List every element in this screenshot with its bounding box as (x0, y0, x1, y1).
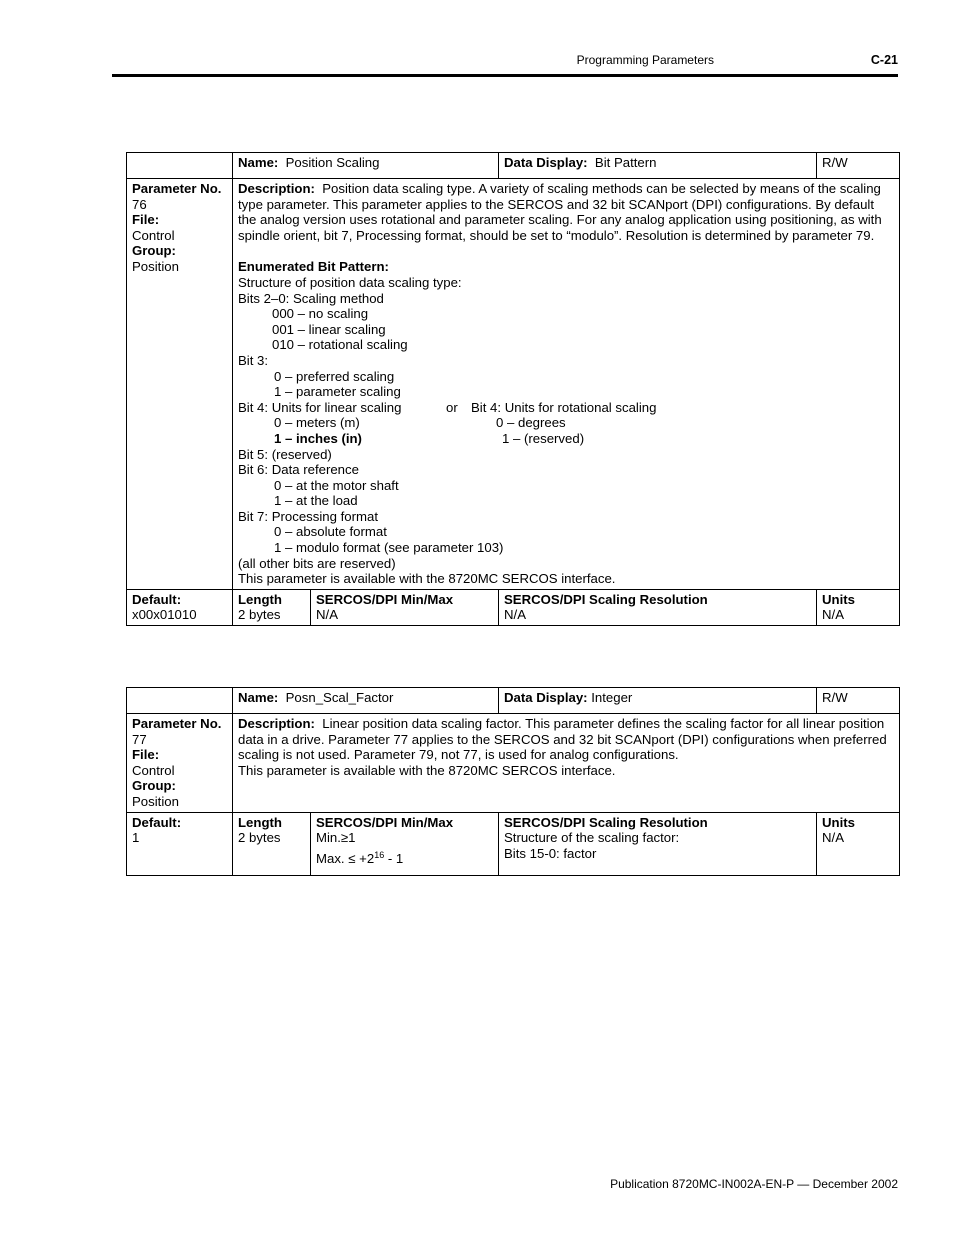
default-cell: Default: 1 (127, 812, 233, 875)
header-rule (112, 74, 898, 77)
param-name: Posn_Scal_Factor (285, 690, 394, 705)
parameter-table-77 (126, 687, 900, 876)
units-cell: Units N/A (817, 589, 900, 625)
availability-note: This parameter is available with the 8720MC SERCOS interface. (238, 571, 616, 587)
minmax-cell: SERCOS/DPI Min/Max N/A (311, 589, 499, 625)
data-display: Integer (591, 690, 633, 705)
default-value: 1 (132, 830, 140, 846)
description-text: Linear position data scaling factor. This parameter defines the scaling factor for all linear position data in a drive. Parameter 77 applies to the SERCOS and 32 bit SCANport (DPI) configurations when preferred scaling is not used. Parameter 79, not 77, is used for analog configurations. (238, 716, 887, 763)
minmax-cell: SERCOS/DPI Min/Max Min.≥1 Max. ≤ $+2^{16} - 1$ (311, 812, 499, 875)
access-cell: R/W (817, 688, 900, 714)
publication-footer: Publication 8720MC-IN002A-EN-P — December 2002 (610, 1177, 898, 1191)
resolution-cell: SERCOS/DPI Scaling Resolution N/A (499, 589, 817, 625)
empty-cell (127, 688, 233, 714)
access-cell: R/W (817, 153, 900, 179)
param-number: 77 (132, 731, 147, 747)
description-cell: Description: Position data scaling type. A variety of scaling methods can be selected by means of the scaling type parameter. This parameter applies to the SERCOS and 32 bit SCANport (DPI) configurations. By default the analog version uses rotational and parameter scaling. For any analog application using positioning, as with spindle orient, bit 7, Processing format, should be set to “modulo”. Resolution is determined by parameter 79. Enumerated Bit Pattern: Structure of position data scaling type: Bits 2–0: Scaling method 000 – no scaling 001 – linear scaling 010 – rotational scaling Bit 3: 0 – preferred scaling 1 – parameter scaling Bit 4: Units for linear scaling or Bit 4: Units for rotational scaling 0 – meters (m) 0 – degrees 1 – inches (in) 1 – (reserved) Bit 5: (reserved) Bit 6: Data reference 0 – at the motor shaft 1 – at the load Bit 7: Processing format 0 – absolute format 1 – modulo format (see parameter 103) (all other bits are reserved) This parameter is available with the 8720MC SERCOS interface. (233, 179, 900, 590)
description-cell: Description: Linear position data scaling factor. This parameter defines the scaling factor for all linear position data in a drive. Parameter 77 applies to the SERCOS and 32 bit SCANport (DPI) configurations when preferred scaling is not used. Parameter 79, not 77, is used for analog configurations. This parameter is available with the 8720MC SERCOS interface. (233, 714, 900, 813)
param-name-cell: Name: Position Scaling (233, 153, 499, 179)
param-group: Position (132, 793, 179, 809)
running-header-section: Programming Parameters (576, 53, 714, 67)
availability-note: This parameter is available with the 8720MC SERCOS interface. (238, 762, 616, 778)
param-info-cell: Parameter No. 76 File: Control Group: Position (127, 179, 233, 590)
data-display-cell: Data Display: Bit Pattern (499, 153, 817, 179)
data-display-cell: Data Display: Integer (499, 688, 817, 714)
empty-cell (127, 153, 233, 179)
max-value: Max. ≤ $+2^{16} - 1$ (316, 849, 404, 866)
data-display: Bit Pattern (594, 155, 657, 170)
resolution-cell: SERCOS/DPI Scaling Resolution Structure of the scaling factor: Bits 15-0: factor (499, 812, 817, 875)
param-group: Position (132, 258, 179, 274)
param-file: Control (132, 227, 175, 243)
length-cell: Length 2 bytes (233, 812, 311, 875)
min-value: Min.≥1 (316, 830, 356, 846)
default-value: x00x01010 (132, 607, 197, 623)
param-number: 76 (132, 196, 147, 212)
param-name-cell: Name: Posn_Scal_Factor (233, 688, 499, 714)
param-name: Position Scaling (285, 155, 380, 170)
default-cell: Default: x00x01010 (127, 589, 233, 625)
page-number: C-21 (870, 53, 898, 67)
length-cell: Length 2 bytes (233, 589, 311, 625)
units-cell: Units N/A (817, 812, 900, 875)
param-info-cell: Parameter No. 77 File: Control Group: Position (127, 714, 233, 813)
enum-title: Enumerated Bit Pattern: (238, 259, 389, 275)
param-file: Control (132, 762, 175, 778)
parameter-table-76 (126, 152, 900, 626)
description-text: Position data scaling type. A variety of scaling methods can be selected by means of the scaling type parameter. This parameter applies to the SERCOS and 32 bit SCANport (DPI) configurations. By default the analog version uses rotational and parameter scaling. For any analog application using positioning, as with spindle orient, bit 7, Processing format, should be set to “modulo”. Resolution is determined by parameter 79. (238, 181, 882, 243)
